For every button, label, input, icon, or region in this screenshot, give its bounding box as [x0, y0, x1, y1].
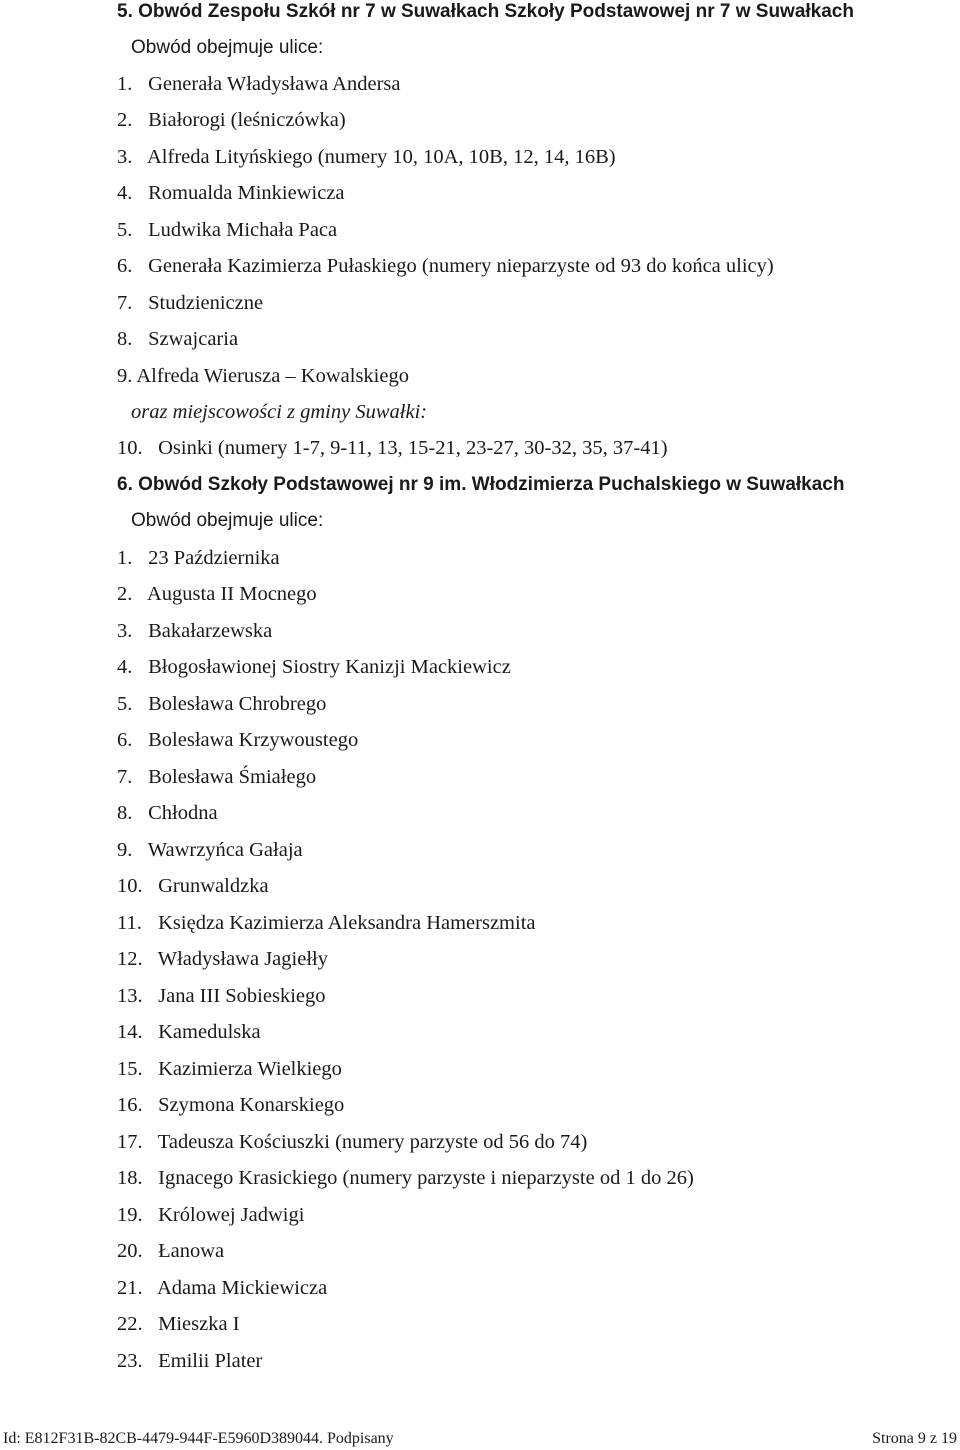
list-item — [117, 905, 536, 941]
list-item — [117, 212, 337, 248]
list-item-text: Bolesława Śmiałego — [148, 766, 317, 788]
list-item — [117, 978, 326, 1014]
list-item-number: 9. — [117, 839, 133, 861]
list-item-text: Chłodna — [148, 802, 218, 824]
list-item — [117, 1270, 327, 1306]
list-item-text: Kamedulska — [158, 1021, 261, 1043]
list-item — [117, 540, 280, 576]
list-item — [117, 649, 511, 685]
list-item-number: 6. — [117, 255, 133, 277]
list-item-number: 2. — [117, 583, 133, 605]
list-item-number: 10. — [117, 437, 143, 459]
list-item-text: Jana III Sobieskiego — [158, 985, 326, 1007]
list-item-text: Tadeusza Kościuszki (numery parzyste od 56 do 74) — [157, 1131, 588, 1153]
list-item-text: Królowej Jadwigi — [158, 1204, 305, 1226]
list-item — [117, 868, 269, 904]
section-heading — [117, 0, 854, 30]
list-item — [117, 1160, 694, 1196]
list-item-text: Generała Kazimierza Pułaskiego (numery nieparzyste od 93 do końca ulicy) — [148, 255, 774, 277]
list-item-number: 1. — [117, 547, 133, 569]
list-item-text: Mieszka I — [158, 1313, 240, 1335]
list-item-text: Ludwika Michała Paca — [148, 219, 338, 241]
list-item-text: Augusta II Mocnego — [147, 583, 317, 605]
list-item-text: Kazimierza Wielkiego — [158, 1058, 342, 1080]
list-item — [117, 613, 272, 649]
list-item — [117, 686, 326, 722]
list-item-text: Ignacego Krasickiego (numery parzyste i nieparzyste od 1 do 26) — [158, 1167, 694, 1189]
list-item-number: 4. — [117, 182, 133, 204]
list-item — [117, 1343, 262, 1379]
list-item-text: Emilii Plater — [158, 1350, 263, 1372]
list-item — [117, 430, 668, 466]
list-item-number: 2. — [117, 109, 133, 131]
list-item — [117, 795, 218, 831]
list-item-text: Adama Mickiewicza — [157, 1277, 328, 1299]
gmina-note: oraz miejscowości z gminy Suwałki: — [131, 401, 428, 423]
list-item-number: 20. — [117, 1240, 143, 1262]
list-item — [117, 285, 263, 321]
list-item-text: Szymona Konarskiego — [158, 1094, 345, 1116]
list-item-number: 22. — [117, 1313, 143, 1335]
list-item-number: 5. — [117, 693, 133, 715]
list-item-number: 1. — [117, 73, 133, 95]
list-item — [117, 102, 346, 138]
section-heading — [117, 467, 844, 503]
list-item-text: Grunwaldzka — [158, 875, 269, 897]
list-item — [117, 175, 345, 211]
section-intro: Obwód obejmuje ulice: — [131, 510, 324, 531]
list-item — [117, 1014, 261, 1050]
list-item-text: Alfreda Lityńskiego (numery 10, 10A, 10B, 12, 14, 16B) — [147, 146, 616, 168]
list-item-text: Łanowa — [158, 1240, 225, 1262]
list-item — [117, 321, 238, 357]
list-item-number: 21. — [117, 1277, 143, 1299]
list-item-number: 16. — [117, 1094, 143, 1116]
section-number: 6. — [117, 474, 133, 495]
section-intro: Obwód obejmuje ulice: — [131, 37, 324, 58]
list-item-text: Księdza Kazimierza Aleksandra Hamerszmita — [158, 912, 536, 934]
list-item-number: 3. — [117, 146, 133, 168]
list-item-number: 8. — [117, 802, 133, 824]
list-item-number: 19. — [117, 1204, 143, 1226]
list-item-text: Studzieniczne — [148, 292, 264, 314]
list-item-number: 17. — [117, 1131, 143, 1153]
list-item-text: Białorogi (leśniczówka) — [148, 109, 346, 131]
section-title: Obwód Szkoły Podstawowej nr 9 im. Włodzimierza Puchalskiego w Suwałkach — [138, 474, 845, 495]
list-item — [117, 1233, 224, 1269]
list-item-number: 4. — [117, 656, 133, 678]
list-item-text: Osinki (numery 1-7, 9-11, 13, 15-21, 23-27, 30-32, 35, 37-41) — [158, 437, 668, 459]
list-item-number: 23. — [117, 1350, 143, 1372]
list-item-number: 12. — [117, 948, 143, 970]
list-item — [117, 1087, 344, 1123]
list-item-number: 9. — [117, 365, 133, 387]
list-item-text: Błogosławionej Siostry Kanizji Mackiewicz — [148, 656, 511, 678]
list-item-text: Szwajcaria — [148, 328, 239, 350]
page-number-footer: Strona 9 z 19 — [872, 1430, 957, 1447]
document-id-footer: Id: E812F31B-82CB-4479-944F-E5960D389044. Podpisany — [3, 1430, 394, 1447]
list-item — [117, 722, 358, 758]
list-item-text: Bolesława Chrobrego — [148, 693, 327, 715]
list-item-text: Bakałarzewska — [148, 620, 273, 642]
list-item — [117, 1197, 304, 1233]
list-item-number: 8. — [117, 328, 133, 350]
list-item-text: Romualda Minkiewicza — [148, 182, 345, 204]
list-item-text: 23 Października — [148, 547, 280, 569]
list-item-text: Władysława Jagiełły — [157, 948, 328, 970]
list-item — [117, 1051, 342, 1087]
list-item-number: 7. — [117, 766, 133, 788]
list-item-number: 5. — [117, 219, 133, 241]
list-item — [117, 358, 409, 394]
list-item-text: Bolesława Krzywoustego — [148, 729, 359, 751]
list-item — [117, 832, 303, 868]
list-item-number: 7. — [117, 292, 133, 314]
list-item-number: 10. — [117, 875, 143, 897]
list-item — [117, 759, 316, 795]
list-item-number: 13. — [117, 985, 143, 1007]
list-item — [117, 1306, 240, 1342]
list-item-number: 14. — [117, 1021, 143, 1043]
section-title: Obwód Zespołu Szkół nr 7 w Suwałkach Szkoły Podstawowej nr 7 w Suwałkach — [138, 1, 854, 22]
list-item-number: 3. — [117, 620, 133, 642]
list-item-text: Generała Władysława Andersa — [148, 73, 401, 95]
list-item — [117, 66, 400, 102]
list-item — [117, 576, 317, 612]
list-item — [117, 1124, 587, 1160]
list-item — [117, 139, 616, 175]
list-item-text: Alfreda Wierusza – Kowalskiego — [136, 365, 409, 387]
list-item — [117, 248, 774, 284]
list-item-number: 18. — [117, 1167, 143, 1189]
list-item-text: Wawrzyńca Gałaja — [147, 839, 303, 861]
list-item-number: 11. — [117, 912, 142, 934]
list-item-number: 6. — [117, 729, 133, 751]
list-item-number: 15. — [117, 1058, 143, 1080]
section-number: 5. — [117, 1, 133, 22]
list-item — [117, 941, 328, 977]
